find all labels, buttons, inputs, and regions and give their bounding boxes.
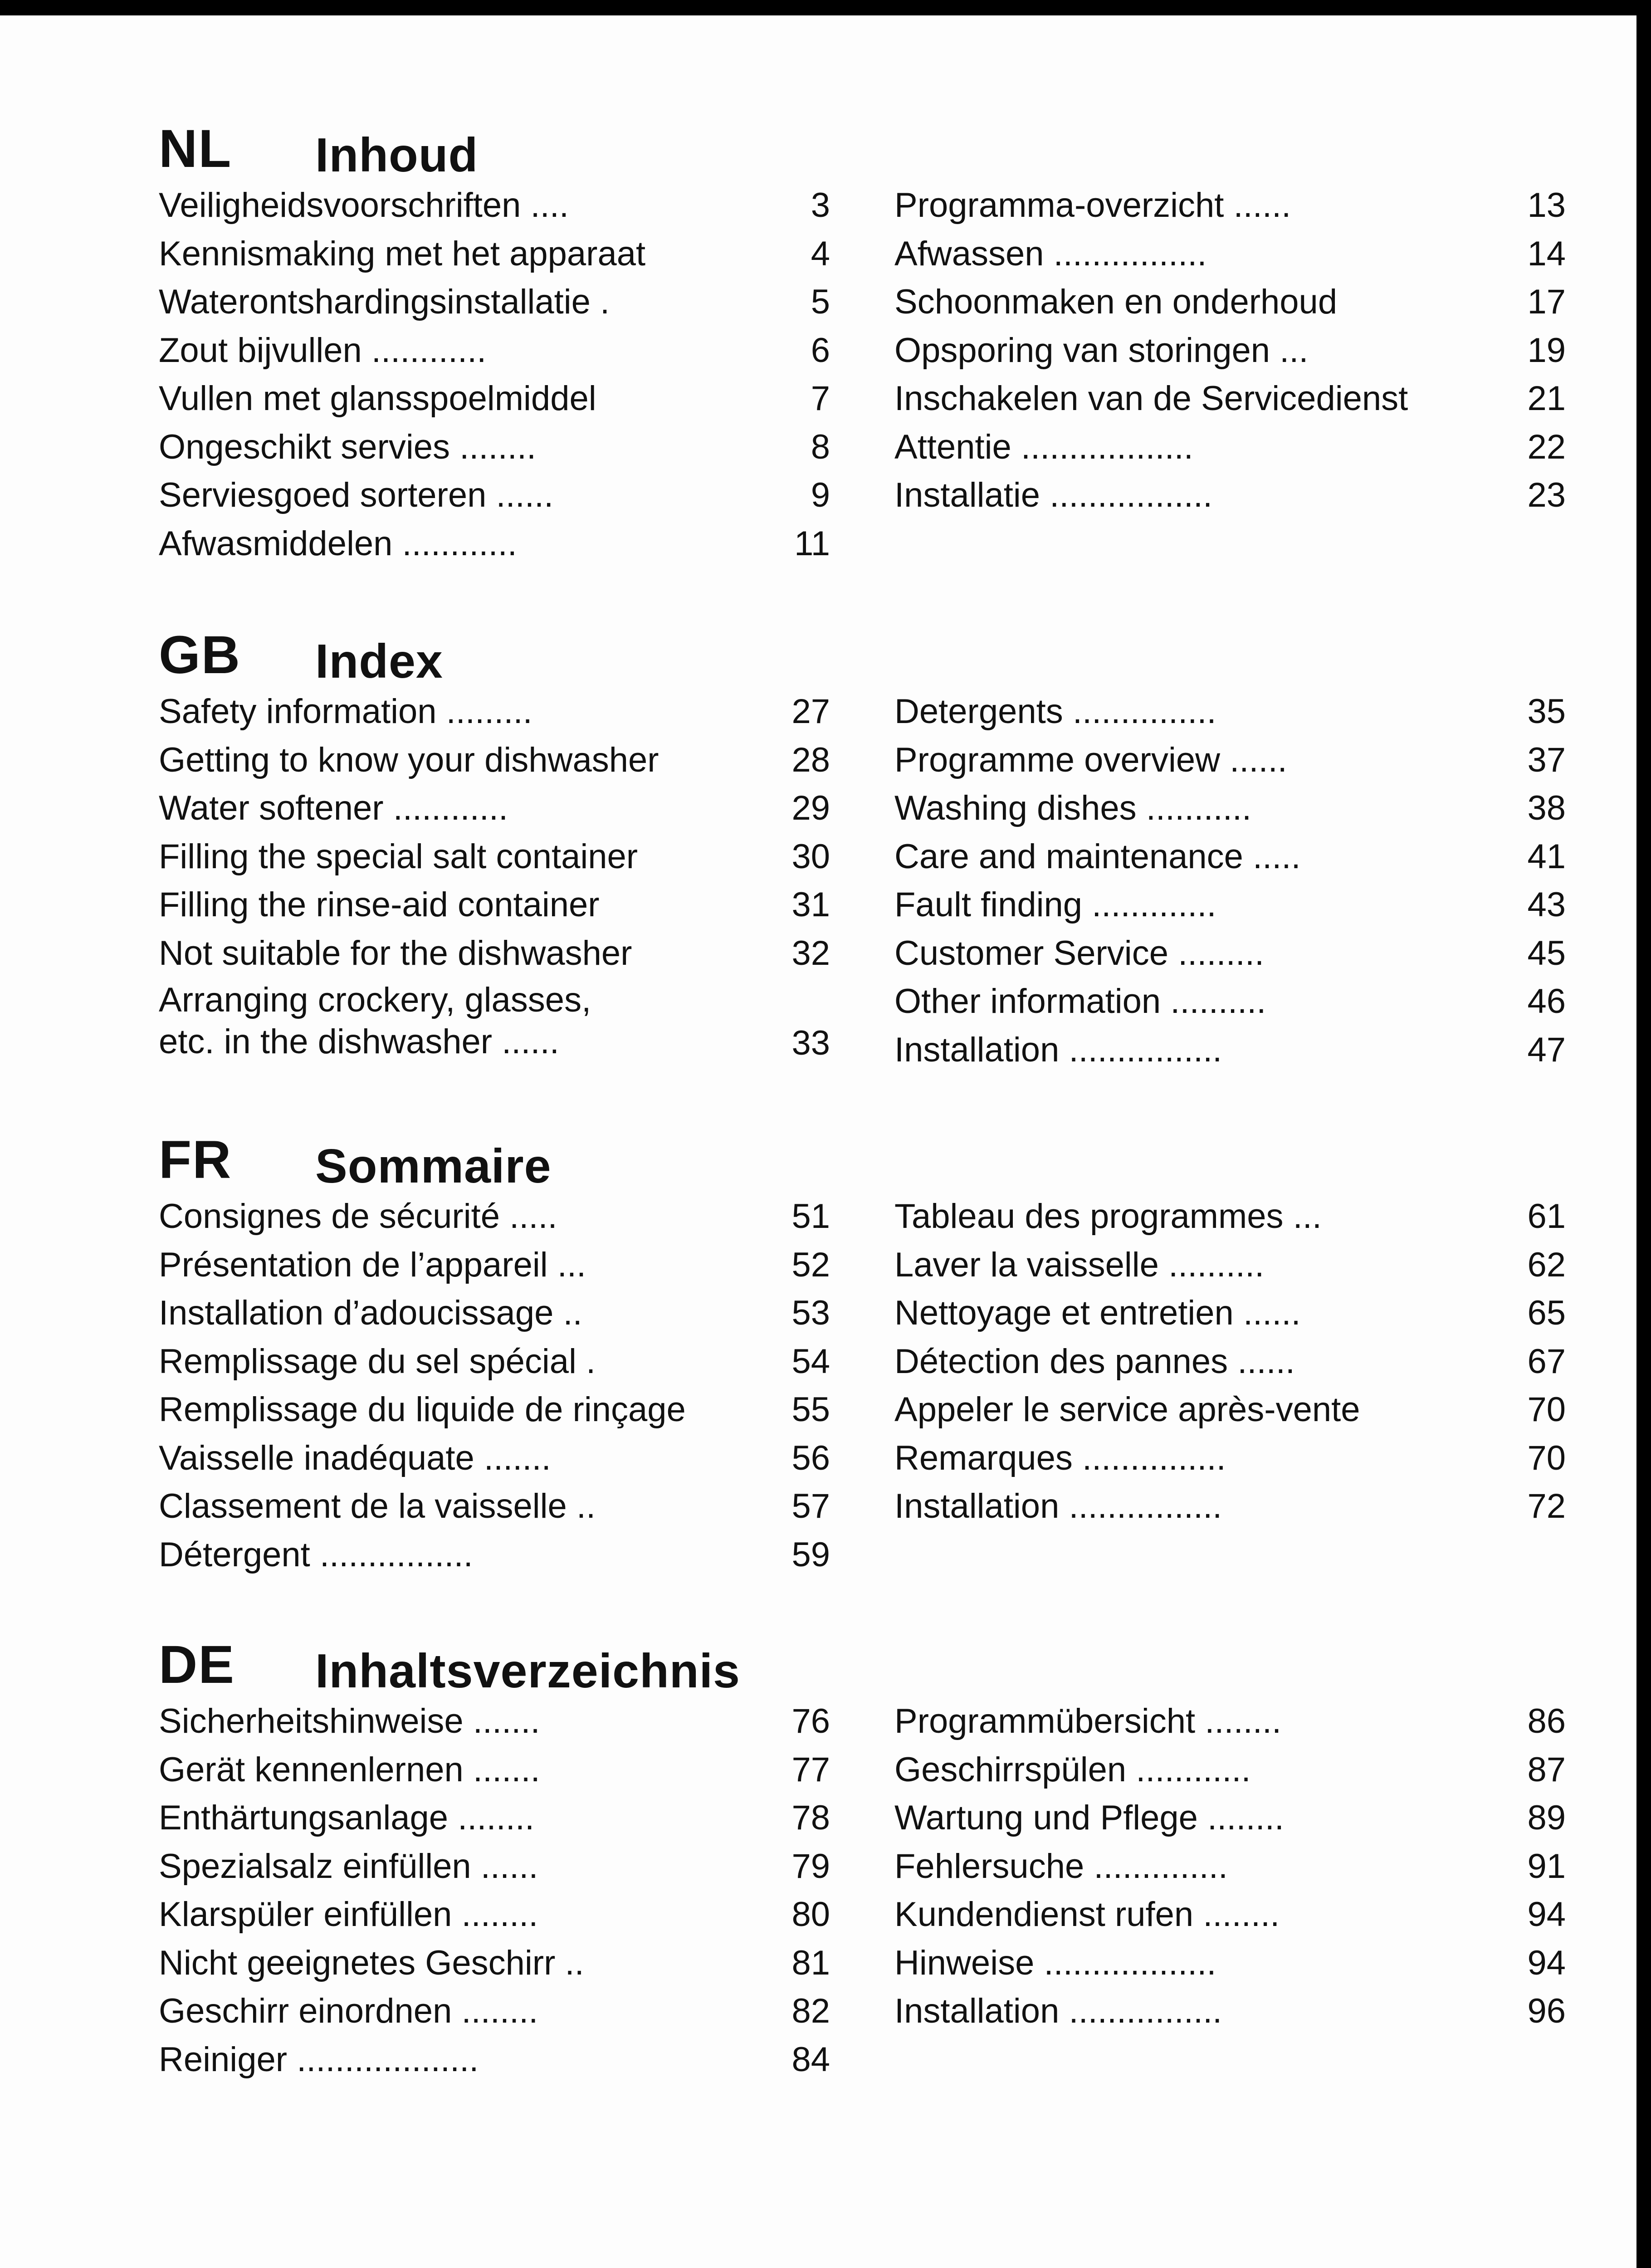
toc-entry-label: Ongeschikt servies ........ bbox=[159, 427, 537, 466]
toc-entry bbox=[159, 1241, 830, 1290]
toc-entry-label: Serviesgoed sorteren ...... bbox=[159, 476, 554, 514]
toc-entry-label: Installatie ................. bbox=[894, 476, 1213, 514]
toc-entry bbox=[894, 1939, 1566, 1988]
toc-entry-label: Vaisselle inadéquate ....... bbox=[159, 1438, 551, 1477]
toc-entry-page-number: 17 bbox=[1527, 283, 1566, 321]
toc-entry-page-number: 80 bbox=[791, 1895, 830, 1934]
toc-entry-page-number: 96 bbox=[1527, 1992, 1566, 2030]
toc-entry-label: Geschirr einordnen ........ bbox=[159, 1992, 538, 2030]
toc-entry-page-number: 11 bbox=[794, 524, 830, 563]
toc-entry-page-number: 77 bbox=[791, 1750, 830, 1789]
language-code: NL bbox=[159, 119, 232, 179]
toc-entry-label: Waterontshardingsinstallatie . bbox=[159, 283, 610, 321]
toc-entry-label: Appeler le service après-vente bbox=[894, 1390, 1360, 1429]
toc-entry bbox=[159, 471, 830, 520]
toc-entry bbox=[894, 1193, 1566, 1241]
toc-entry bbox=[894, 1338, 1566, 1386]
toc-entry bbox=[159, 1386, 830, 1434]
toc-entry-page-number: 47 bbox=[1527, 1030, 1566, 1069]
toc-entry-label: Reiniger ................... bbox=[159, 2040, 479, 2079]
toc-entry-label: Filling the rinse-aid container bbox=[159, 885, 600, 924]
toc-entry-label: Care and maintenance ..... bbox=[894, 837, 1301, 876]
toc-entry-label: Programmübersicht ........ bbox=[894, 1702, 1282, 1740]
toc-entry bbox=[159, 230, 830, 279]
toc-entry-label: Geschirrspülen ............ bbox=[894, 1750, 1251, 1789]
toc-entry-page-number: 4 bbox=[811, 234, 830, 273]
toc-entry-page-number: 46 bbox=[1527, 982, 1566, 1021]
toc-entry bbox=[894, 1891, 1566, 1939]
section-heading bbox=[159, 1129, 1066, 1193]
toc-entry-page-number: 23 bbox=[1527, 476, 1566, 514]
toc-column-right bbox=[894, 688, 1566, 1074]
toc-entry bbox=[159, 1193, 830, 1241]
toc-entry bbox=[894, 1746, 1566, 1794]
toc-entry bbox=[159, 1697, 830, 1746]
document-page bbox=[0, 15, 1636, 2268]
toc-entry-label: Zout bijvullen ............ bbox=[159, 331, 487, 370]
toc-entry-label: Spezialsalz einfüllen ...... bbox=[159, 1847, 538, 1886]
toc-entry-page-number: 52 bbox=[791, 1245, 830, 1284]
toc-entry bbox=[159, 1434, 830, 1483]
toc-column-right bbox=[894, 1697, 1566, 2036]
toc-entry bbox=[159, 327, 830, 375]
toc-entry bbox=[894, 181, 1566, 230]
section-title: Sommaire bbox=[315, 1139, 552, 1193]
toc-entry-label: Détection des pannes ...... bbox=[894, 1342, 1295, 1381]
toc-entry-label: Filling the special salt container bbox=[159, 837, 638, 876]
toc-entry bbox=[894, 1026, 1566, 1075]
toc-entry bbox=[159, 1482, 830, 1531]
toc-entry bbox=[159, 784, 830, 833]
toc-entry bbox=[159, 833, 830, 881]
toc-entry bbox=[159, 736, 830, 785]
toc-entry-page-number: 28 bbox=[791, 740, 830, 779]
toc-entry-label: Not suitable for the dishwasher bbox=[159, 934, 632, 973]
toc-entry-page-number: 94 bbox=[1527, 1895, 1566, 1934]
toc-column-left bbox=[159, 688, 830, 1066]
toc-entry-page-number: 62 bbox=[1527, 1245, 1566, 1284]
toc-entry-page-number: 91 bbox=[1527, 1847, 1566, 1886]
toc-entry-label: Klarspüler einfüllen ........ bbox=[159, 1895, 538, 1934]
toc-entry-page-number: 30 bbox=[791, 837, 830, 876]
toc-entry-page-number: 82 bbox=[791, 1992, 830, 2030]
toc-entry bbox=[159, 375, 830, 423]
toc-entry-page-number: 86 bbox=[1527, 1702, 1566, 1740]
toc-entry-label: Installation ................ bbox=[894, 1030, 1222, 1069]
toc-entry-page-number: 37 bbox=[1527, 740, 1566, 779]
toc-entry-page-number: 7 bbox=[811, 379, 830, 418]
toc-entry bbox=[894, 1482, 1566, 1531]
toc-entry-page-number: 78 bbox=[791, 1799, 830, 1837]
toc-entry-label: Détergent ................ bbox=[159, 1535, 473, 1574]
toc-entry-label: Water softener ............ bbox=[159, 789, 508, 827]
toc-column-left bbox=[159, 1697, 830, 2084]
section-title: Index bbox=[315, 635, 443, 688]
toc-entry-label: Getting to know your dishwasher bbox=[159, 740, 659, 779]
toc-entry-label: Installation ................ bbox=[894, 1487, 1222, 1525]
toc-entry-label: Remplissage du sel spécial . bbox=[159, 1342, 596, 1381]
toc-column-right bbox=[894, 1193, 1566, 1531]
toc-entry-label: Installation ................ bbox=[894, 1992, 1222, 2030]
toc-entry-page-number: 67 bbox=[1527, 1342, 1566, 1381]
toc-entry-page-number: 3 bbox=[811, 186, 830, 225]
toc-entry-label: Hinweise .................. bbox=[894, 1943, 1216, 1982]
toc-entry-label: Tableau des programmes ... bbox=[894, 1197, 1322, 1236]
toc-entry-page-number: 21 bbox=[1527, 379, 1566, 418]
toc-entry-page-number: 51 bbox=[791, 1197, 830, 1236]
toc-entry-page-number: 38 bbox=[1527, 789, 1566, 827]
toc-entry-page-number: 55 bbox=[791, 1390, 830, 1429]
toc-entry-label: Fehlersuche .............. bbox=[894, 1847, 1228, 1886]
toc-entry bbox=[159, 520, 830, 568]
toc-entry-label: Remarques ............... bbox=[894, 1438, 1226, 1477]
section-title: Inhaltsverzeichnis bbox=[315, 1644, 741, 1698]
toc-entry-page-number: 32 bbox=[791, 934, 830, 973]
toc-entry bbox=[894, 1289, 1566, 1338]
toc-entry bbox=[894, 230, 1566, 279]
section-heading bbox=[159, 624, 1066, 688]
toc-entry-label: Opsporing van storingen ... bbox=[894, 331, 1309, 370]
toc-entry-page-number: 53 bbox=[791, 1294, 830, 1332]
toc-entry bbox=[159, 929, 830, 978]
toc-entry-label: Programma-overzicht ...... bbox=[894, 186, 1291, 225]
toc-entry bbox=[159, 1939, 830, 1988]
language-code: FR bbox=[159, 1130, 232, 1190]
toc-entry-label: Nicht geeignetes Geschirr .. bbox=[159, 1943, 584, 1982]
toc-entry bbox=[159, 423, 830, 472]
toc-entry bbox=[894, 881, 1566, 929]
toc-entry-label: Wartung und Pflege ........ bbox=[894, 1799, 1284, 1837]
language-code: GB bbox=[159, 625, 241, 685]
toc-entry-label: Kennismaking met het apparaat bbox=[159, 234, 646, 273]
toc-entry-page-number: 5 bbox=[811, 283, 830, 321]
toc-entry-page-number: 56 bbox=[791, 1438, 830, 1477]
toc-entry bbox=[894, 278, 1566, 327]
toc-entry-label: Vullen met glansspoelmiddel bbox=[159, 379, 596, 418]
toc-entry bbox=[894, 736, 1566, 785]
toc-entry bbox=[159, 181, 830, 230]
toc-entry-page-number: 35 bbox=[1527, 692, 1566, 731]
toc-entry-page-number: 19 bbox=[1527, 331, 1566, 370]
toc-entry bbox=[894, 929, 1566, 978]
toc-entry-label: Remplissage du liquide de rinçage bbox=[159, 1390, 686, 1429]
toc-entry-page-number: 61 bbox=[1527, 1197, 1566, 1236]
toc-entry-page-number: 59 bbox=[791, 1535, 830, 1574]
toc-entry bbox=[159, 2036, 830, 2084]
toc-entry-label: Présentation de l’appareil ... bbox=[159, 1245, 586, 1284]
toc-entry-label: Installation d’adoucissage .. bbox=[159, 1294, 582, 1332]
toc-entry bbox=[894, 833, 1566, 881]
toc-entry bbox=[894, 1386, 1566, 1434]
toc-entry bbox=[894, 978, 1566, 1026]
toc-entry-label: Classement de la vaisselle .. bbox=[159, 1487, 596, 1525]
toc-entry-label: Veiligheidsvoorschriften .... bbox=[159, 186, 569, 225]
toc-entry-label: Programme overview ...... bbox=[894, 740, 1287, 779]
toc-entry bbox=[894, 688, 1566, 736]
toc-entry-page-number: 79 bbox=[791, 1847, 830, 1886]
toc-entry bbox=[894, 1794, 1566, 1843]
toc-entry bbox=[894, 375, 1566, 423]
toc-entry bbox=[894, 1434, 1566, 1483]
toc-entry-label: Fault finding ............. bbox=[894, 885, 1216, 924]
toc-entry bbox=[159, 1531, 830, 1579]
toc-entry bbox=[159, 1843, 830, 1891]
toc-entry-page-number: 27 bbox=[791, 692, 830, 731]
toc-entry bbox=[159, 1289, 830, 1338]
toc-entry-label: Afwasmiddelen ............ bbox=[159, 524, 517, 563]
toc-entry-label: Arranging crockery, glasses, etc. in the dishwasher ...... bbox=[159, 981, 591, 1061]
toc-entry-page-number: 33 bbox=[791, 1024, 830, 1062]
toc-entry-page-number: 13 bbox=[1527, 186, 1566, 225]
toc-entry bbox=[159, 688, 830, 736]
toc-entry-page-number: 70 bbox=[1527, 1390, 1566, 1429]
toc-entry-page-number: 84 bbox=[791, 2040, 830, 2079]
toc-entry-label: Inschakelen van de Servicedienst bbox=[894, 379, 1408, 418]
toc-entry bbox=[159, 1746, 830, 1794]
toc-entry bbox=[159, 1338, 830, 1386]
toc-entry-page-number: 87 bbox=[1527, 1750, 1566, 1789]
toc-entry-label: Kundendienst rufen ........ bbox=[894, 1895, 1280, 1934]
toc-entry-page-number: 29 bbox=[791, 789, 830, 827]
toc-entry-label: Sicherheitshinweise ....... bbox=[159, 1702, 540, 1740]
toc-entry-label: Gerät kennenlernen ....... bbox=[159, 1750, 540, 1789]
toc-entry-page-number: 45 bbox=[1527, 934, 1566, 973]
toc-entry bbox=[159, 1794, 830, 1843]
toc-entry-label: Consignes de sécurité ..... bbox=[159, 1197, 557, 1236]
toc-entry-label: Customer Service ......... bbox=[894, 934, 1265, 973]
toc-entry-label: Afwassen ................ bbox=[894, 234, 1207, 273]
toc-entry-label: Laver la vaisselle .......... bbox=[894, 1245, 1265, 1284]
toc-entry bbox=[894, 471, 1566, 520]
toc-entry-page-number: 14 bbox=[1527, 234, 1566, 273]
toc-entry-page-number: 8 bbox=[811, 427, 830, 466]
toc-entry-label: Washing dishes ........... bbox=[894, 789, 1252, 827]
toc-entry bbox=[159, 1891, 830, 1939]
toc-entry-label: Nettoyage et entretien ...... bbox=[894, 1294, 1301, 1332]
toc-entry-page-number: 54 bbox=[791, 1342, 830, 1381]
toc-entry bbox=[159, 978, 830, 1066]
toc-entry-page-number: 31 bbox=[791, 885, 830, 924]
toc-column-left bbox=[159, 181, 830, 568]
toc-column-right bbox=[894, 181, 1566, 520]
toc-entry-page-number: 72 bbox=[1527, 1487, 1566, 1525]
toc-entry bbox=[894, 327, 1566, 375]
toc-entry bbox=[894, 1987, 1566, 2036]
toc-entry bbox=[894, 1697, 1566, 1746]
toc-entry bbox=[159, 278, 830, 327]
toc-entry-page-number: 9 bbox=[811, 476, 830, 514]
language-code: DE bbox=[159, 1635, 235, 1695]
toc-entry-label: Schoonmaken en onderhoud bbox=[894, 283, 1338, 321]
toc-entry-label: Attentie .................. bbox=[894, 427, 1193, 466]
section-title: Inhoud bbox=[315, 128, 479, 182]
toc-entry bbox=[894, 1843, 1566, 1891]
toc-entry-label: Enthärtungsanlage ........ bbox=[159, 1799, 535, 1837]
toc-entry-page-number: 43 bbox=[1527, 885, 1566, 924]
toc-entry-page-number: 89 bbox=[1527, 1799, 1566, 1837]
toc-entry-page-number: 81 bbox=[791, 1943, 830, 1982]
toc-entry-page-number: 57 bbox=[791, 1487, 830, 1525]
toc-entry bbox=[894, 784, 1566, 833]
toc-entry-label: Safety information ......... bbox=[159, 692, 532, 731]
toc-entry bbox=[159, 881, 830, 929]
toc-entry-label: Detergents ............... bbox=[894, 692, 1216, 731]
toc-entry-page-number: 41 bbox=[1527, 837, 1566, 876]
toc-entry-page-number: 6 bbox=[811, 331, 830, 370]
toc-entry bbox=[894, 1241, 1566, 1290]
toc-entry-page-number: 76 bbox=[791, 1702, 830, 1740]
toc-entry-page-number: 22 bbox=[1527, 427, 1566, 466]
toc-entry-page-number: 94 bbox=[1527, 1943, 1566, 1982]
toc-entry-label: Other information .......... bbox=[894, 982, 1266, 1021]
toc-entry-page-number: 70 bbox=[1527, 1438, 1566, 1477]
section-heading bbox=[159, 118, 1066, 181]
toc-entry-page-number: 65 bbox=[1527, 1294, 1566, 1332]
toc-column-left bbox=[159, 1193, 830, 1579]
section-heading bbox=[159, 1634, 1066, 1697]
toc-entry bbox=[159, 1987, 830, 2036]
toc-entry bbox=[894, 423, 1566, 472]
